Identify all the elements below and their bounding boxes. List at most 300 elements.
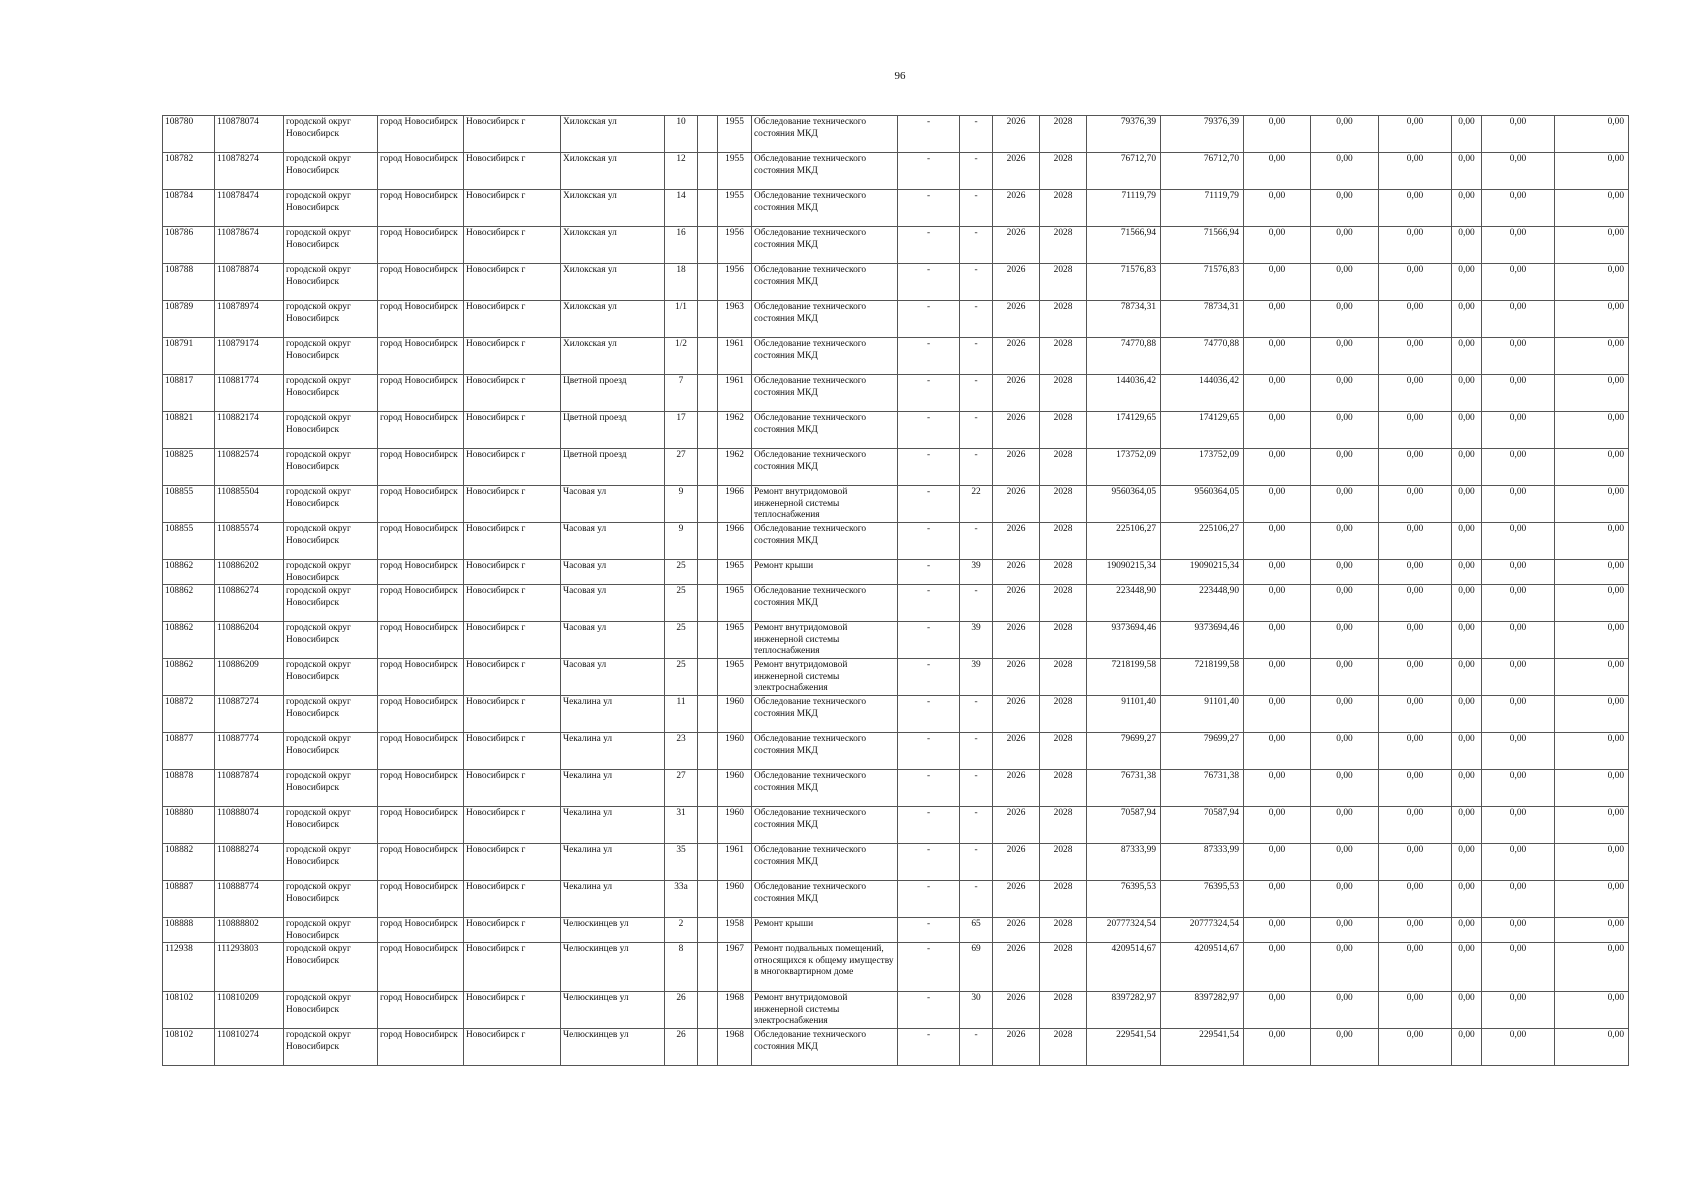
cell-empty xyxy=(698,992,718,1029)
table-row xyxy=(163,696,1629,733)
cell-city: город Новосибирск xyxy=(378,1029,464,1066)
cell-id: 108102 xyxy=(163,992,215,1029)
cell-year: 1966 xyxy=(718,486,752,523)
table-row xyxy=(163,449,1629,486)
cell-v4: 0,00 xyxy=(1452,190,1482,227)
cell-empty xyxy=(698,190,718,227)
cell-v5: 0,00 xyxy=(1482,1029,1555,1066)
cell-d2: - xyxy=(960,1029,993,1066)
cell-cost: 79699,27 xyxy=(1087,733,1161,770)
cell-d2: - xyxy=(960,227,993,264)
cell-v6: 0,00 xyxy=(1555,770,1629,807)
cell-work: Ремонт внутридомовой инженерной системы электроснабжения xyxy=(752,992,898,1029)
cell-v2: 0,00 xyxy=(1311,486,1379,523)
cell-cost: 79376,39 xyxy=(1087,116,1161,153)
cell-empty xyxy=(698,807,718,844)
cell-end: 2028 xyxy=(1040,918,1087,943)
cell-year: 1965 xyxy=(718,622,752,659)
cell-v1: 0,00 xyxy=(1244,1029,1311,1066)
cell-house: 33а xyxy=(665,881,698,918)
cell-d2: - xyxy=(960,523,993,560)
table-row xyxy=(163,412,1629,449)
cell-v3: 0,00 xyxy=(1379,449,1452,486)
cell-v1: 0,00 xyxy=(1244,622,1311,659)
cell-year: 1967 xyxy=(718,943,752,992)
cell-okrug: городской округ Новосибирск xyxy=(284,770,378,807)
cell-work: Обследование технического состояния МКД xyxy=(752,116,898,153)
cell-cost: 87333,99 xyxy=(1087,844,1161,881)
cell-end: 2028 xyxy=(1040,264,1087,301)
cell-year: 1962 xyxy=(718,449,752,486)
cell-start: 2026 xyxy=(993,301,1040,338)
cell-d1: - xyxy=(898,375,960,412)
cell-code: 110885504 xyxy=(215,486,284,523)
cell-v5: 0,00 xyxy=(1482,449,1555,486)
cell-street: Чекалина ул xyxy=(561,881,665,918)
cell-d2: - xyxy=(960,190,993,227)
cell-work: Обследование технического состояния МКД xyxy=(752,264,898,301)
cell-end: 2028 xyxy=(1040,992,1087,1029)
cell-okrug: городской округ Новосибирск xyxy=(284,918,378,943)
cell-start: 2026 xyxy=(993,116,1040,153)
cell-v6: 0,00 xyxy=(1555,560,1629,585)
cell-start: 2026 xyxy=(993,807,1040,844)
cell-v4: 0,00 xyxy=(1452,622,1482,659)
cell-city: город Новосибирск xyxy=(378,696,464,733)
cell-v6: 0,00 xyxy=(1555,375,1629,412)
cell-total: 71119,79 xyxy=(1161,190,1244,227)
cell-house: 27 xyxy=(665,770,698,807)
cell-empty xyxy=(698,1029,718,1066)
cell-v4: 0,00 xyxy=(1452,992,1482,1029)
cell-house: 25 xyxy=(665,585,698,622)
cell-locality: Новосибирск г xyxy=(464,264,561,301)
cell-work: Обследование технического состояния МКД xyxy=(752,449,898,486)
cell-start: 2026 xyxy=(993,190,1040,227)
cell-v4: 0,00 xyxy=(1452,770,1482,807)
cell-v6: 0,00 xyxy=(1555,190,1629,227)
cell-empty xyxy=(698,844,718,881)
cell-work: Обследование технического состояния МКД xyxy=(752,881,898,918)
cell-code: 110878974 xyxy=(215,301,284,338)
cell-locality: Новосибирск г xyxy=(464,659,561,696)
cell-empty xyxy=(698,227,718,264)
cell-v1: 0,00 xyxy=(1244,338,1311,375)
cell-city: город Новосибирск xyxy=(378,992,464,1029)
cell-v5: 0,00 xyxy=(1482,301,1555,338)
cell-v1: 0,00 xyxy=(1244,943,1311,992)
cell-v4: 0,00 xyxy=(1452,881,1482,918)
cell-id: 108821 xyxy=(163,412,215,449)
cell-d2: 65 xyxy=(960,918,993,943)
cell-work: Обследование технического состояния МКД xyxy=(752,227,898,264)
cell-d1: - xyxy=(898,153,960,190)
cell-v4: 0,00 xyxy=(1452,375,1482,412)
cell-city: город Новосибирск xyxy=(378,918,464,943)
cell-total: 8397282,97 xyxy=(1161,992,1244,1029)
cell-v4: 0,00 xyxy=(1452,523,1482,560)
cell-code: 110878274 xyxy=(215,153,284,190)
cell-work: Ремонт внутридомовой инженерной системы теплоснабжения xyxy=(752,622,898,659)
cell-v3: 0,00 xyxy=(1379,523,1452,560)
cell-street: Хилокская ул xyxy=(561,116,665,153)
cell-locality: Новосибирск г xyxy=(464,523,561,560)
table-row xyxy=(163,560,1629,585)
cell-code: 110881774 xyxy=(215,375,284,412)
cell-total: 19090215,34 xyxy=(1161,560,1244,585)
cell-total: 173752,09 xyxy=(1161,449,1244,486)
cell-v6: 0,00 xyxy=(1555,264,1629,301)
cell-year: 1960 xyxy=(718,881,752,918)
cell-locality: Новосибирск г xyxy=(464,770,561,807)
cell-street: Чекалина ул xyxy=(561,696,665,733)
cell-d2: 69 xyxy=(960,943,993,992)
cell-start: 2026 xyxy=(993,375,1040,412)
cell-v1: 0,00 xyxy=(1244,227,1311,264)
cell-id: 108882 xyxy=(163,844,215,881)
cell-cost: 9373694,46 xyxy=(1087,622,1161,659)
cell-cost: 8397282,97 xyxy=(1087,992,1161,1029)
cell-v2: 0,00 xyxy=(1311,844,1379,881)
cell-cost: 71119,79 xyxy=(1087,190,1161,227)
cell-code: 110886209 xyxy=(215,659,284,696)
cell-end: 2028 xyxy=(1040,844,1087,881)
cell-v4: 0,00 xyxy=(1452,486,1482,523)
cell-id: 108780 xyxy=(163,116,215,153)
cell-v5: 0,00 xyxy=(1482,560,1555,585)
cell-house: 27 xyxy=(665,449,698,486)
cell-v1: 0,00 xyxy=(1244,486,1311,523)
cell-v6: 0,00 xyxy=(1555,807,1629,844)
cell-street: Цветной проезд xyxy=(561,412,665,449)
cell-start: 2026 xyxy=(993,449,1040,486)
cell-code: 110878674 xyxy=(215,227,284,264)
cell-total: 225106,27 xyxy=(1161,523,1244,560)
cell-d1: - xyxy=(898,1029,960,1066)
cell-v6: 0,00 xyxy=(1555,733,1629,770)
cell-d1: - xyxy=(898,264,960,301)
cell-code: 110885574 xyxy=(215,523,284,560)
cell-v3: 0,00 xyxy=(1379,560,1452,585)
cell-house: 17 xyxy=(665,412,698,449)
cell-year: 1965 xyxy=(718,585,752,622)
cell-street: Цветной проезд xyxy=(561,375,665,412)
cell-city: город Новосибирск xyxy=(378,770,464,807)
cell-cost: 71576,83 xyxy=(1087,264,1161,301)
cell-street: Часовая ул xyxy=(561,659,665,696)
cell-v1: 0,00 xyxy=(1244,918,1311,943)
cell-city: город Новосибирск xyxy=(378,412,464,449)
cell-v1: 0,00 xyxy=(1244,412,1311,449)
table-row xyxy=(163,844,1629,881)
cell-start: 2026 xyxy=(993,523,1040,560)
cell-v6: 0,00 xyxy=(1555,1029,1629,1066)
cell-street: Челюскинцев ул xyxy=(561,992,665,1029)
cell-start: 2026 xyxy=(993,659,1040,696)
cell-code: 110882574 xyxy=(215,449,284,486)
cell-okrug: городской округ Новосибирск xyxy=(284,560,378,585)
cell-total: 78734,31 xyxy=(1161,301,1244,338)
cell-v3: 0,00 xyxy=(1379,227,1452,264)
cell-end: 2028 xyxy=(1040,227,1087,264)
cell-empty xyxy=(698,696,718,733)
cell-end: 2028 xyxy=(1040,523,1087,560)
cell-cost: 173752,09 xyxy=(1087,449,1161,486)
cell-id: 108880 xyxy=(163,807,215,844)
cell-empty xyxy=(698,301,718,338)
cell-v6: 0,00 xyxy=(1555,449,1629,486)
cell-code: 110887874 xyxy=(215,770,284,807)
cell-house: 2 xyxy=(665,918,698,943)
cell-code: 110887774 xyxy=(215,733,284,770)
cell-okrug: городской округ Новосибирск xyxy=(284,992,378,1029)
cell-okrug: городской округ Новосибирск xyxy=(284,659,378,696)
cell-v3: 0,00 xyxy=(1379,992,1452,1029)
table-row xyxy=(163,733,1629,770)
cell-v5: 0,00 xyxy=(1482,881,1555,918)
cell-v6: 0,00 xyxy=(1555,523,1629,560)
cell-cost: 144036,42 xyxy=(1087,375,1161,412)
cell-okrug: городской округ Новосибирск xyxy=(284,116,378,153)
cell-street: Часовая ул xyxy=(561,523,665,560)
cell-end: 2028 xyxy=(1040,807,1087,844)
cell-v5: 0,00 xyxy=(1482,523,1555,560)
cell-locality: Новосибирск г xyxy=(464,844,561,881)
cell-v6: 0,00 xyxy=(1555,412,1629,449)
cell-v4: 0,00 xyxy=(1452,560,1482,585)
cell-city: город Новосибирск xyxy=(378,523,464,560)
cell-v3: 0,00 xyxy=(1379,943,1452,992)
cell-code: 110887274 xyxy=(215,696,284,733)
cell-year: 1960 xyxy=(718,807,752,844)
cell-total: 229541,54 xyxy=(1161,1029,1244,1066)
cell-locality: Новосибирск г xyxy=(464,375,561,412)
cell-locality: Новосибирск г xyxy=(464,560,561,585)
table-row xyxy=(163,943,1629,992)
cell-d1: - xyxy=(898,560,960,585)
cell-v3: 0,00 xyxy=(1379,375,1452,412)
cell-v5: 0,00 xyxy=(1482,375,1555,412)
cell-id: 108862 xyxy=(163,659,215,696)
cell-v1: 0,00 xyxy=(1244,116,1311,153)
cell-start: 2026 xyxy=(993,733,1040,770)
cell-okrug: городской округ Новосибирск xyxy=(284,190,378,227)
cell-year: 1960 xyxy=(718,770,752,807)
cell-empty xyxy=(698,449,718,486)
cell-work: Обследование технического состояния МКД xyxy=(752,1029,898,1066)
cell-work: Обследование технического состояния МКД xyxy=(752,807,898,844)
cell-v2: 0,00 xyxy=(1311,449,1379,486)
cell-okrug: городской округ Новосибирск xyxy=(284,301,378,338)
cell-v4: 0,00 xyxy=(1452,116,1482,153)
cell-v5: 0,00 xyxy=(1482,153,1555,190)
cell-d1: - xyxy=(898,943,960,992)
cell-v3: 0,00 xyxy=(1379,807,1452,844)
cell-code: 110810209 xyxy=(215,992,284,1029)
cell-house: 16 xyxy=(665,227,698,264)
cell-v3: 0,00 xyxy=(1379,301,1452,338)
cell-total: 76395,53 xyxy=(1161,881,1244,918)
cell-year: 1956 xyxy=(718,227,752,264)
cell-v4: 0,00 xyxy=(1452,918,1482,943)
cell-empty xyxy=(698,733,718,770)
cell-d2: - xyxy=(960,696,993,733)
cell-city: город Новосибирск xyxy=(378,622,464,659)
cell-year: 1962 xyxy=(718,412,752,449)
cell-v5: 0,00 xyxy=(1482,943,1555,992)
cell-locality: Новосибирск г xyxy=(464,622,561,659)
cell-work: Обследование технического состояния МКД xyxy=(752,190,898,227)
cell-v6: 0,00 xyxy=(1555,918,1629,943)
cell-v1: 0,00 xyxy=(1244,992,1311,1029)
cell-start: 2026 xyxy=(993,918,1040,943)
cell-city: город Новосибирск xyxy=(378,844,464,881)
cell-street: Хилокская ул xyxy=(561,338,665,375)
cell-v6: 0,00 xyxy=(1555,301,1629,338)
cell-work: Обследование технического состояния МКД xyxy=(752,523,898,560)
cell-v4: 0,00 xyxy=(1452,449,1482,486)
cell-code: 110888074 xyxy=(215,807,284,844)
cell-v4: 0,00 xyxy=(1452,264,1482,301)
cell-end: 2028 xyxy=(1040,1029,1087,1066)
page-number: 96 xyxy=(894,70,906,82)
cell-end: 2028 xyxy=(1040,696,1087,733)
cell-okrug: городской округ Новосибирск xyxy=(284,844,378,881)
table-row xyxy=(163,227,1629,264)
cell-year: 1955 xyxy=(718,116,752,153)
cell-id: 108791 xyxy=(163,338,215,375)
cell-id: 108817 xyxy=(163,375,215,412)
table-row xyxy=(163,523,1629,560)
cell-d1: - xyxy=(898,523,960,560)
cell-v1: 0,00 xyxy=(1244,560,1311,585)
cell-id: 108786 xyxy=(163,227,215,264)
cell-v4: 0,00 xyxy=(1452,844,1482,881)
cell-house: 10 xyxy=(665,116,698,153)
cell-empty xyxy=(698,264,718,301)
cell-locality: Новосибирск г xyxy=(464,585,561,622)
cell-v5: 0,00 xyxy=(1482,585,1555,622)
cell-okrug: городской округ Новосибирск xyxy=(284,412,378,449)
cell-locality: Новосибирск г xyxy=(464,918,561,943)
cell-street: Челюскинцев ул xyxy=(561,943,665,992)
cell-d2: 30 xyxy=(960,992,993,1029)
cell-work: Обследование технического состояния МКД xyxy=(752,375,898,412)
cell-year: 1966 xyxy=(718,523,752,560)
cell-locality: Новосибирск г xyxy=(464,733,561,770)
cell-d2: - xyxy=(960,264,993,301)
cell-house: 9 xyxy=(665,523,698,560)
cell-v4: 0,00 xyxy=(1452,733,1482,770)
cell-id: 108855 xyxy=(163,486,215,523)
cell-house: 12 xyxy=(665,153,698,190)
table-row xyxy=(163,807,1629,844)
cell-work: Обследование технического состояния МКД xyxy=(752,338,898,375)
cell-d1: - xyxy=(898,844,960,881)
cell-total: 9373694,46 xyxy=(1161,622,1244,659)
cell-d1: - xyxy=(898,918,960,943)
cell-cost: 9560364,05 xyxy=(1087,486,1161,523)
cell-city: город Новосибирск xyxy=(378,733,464,770)
cell-okrug: городской округ Новосибирск xyxy=(284,585,378,622)
cell-year: 1956 xyxy=(718,264,752,301)
cell-total: 4209514,67 xyxy=(1161,943,1244,992)
table-body xyxy=(163,116,1629,1066)
cell-v2: 0,00 xyxy=(1311,523,1379,560)
cell-v4: 0,00 xyxy=(1452,412,1482,449)
table-row xyxy=(163,153,1629,190)
cell-okrug: городской округ Новосибирск xyxy=(284,449,378,486)
cell-v1: 0,00 xyxy=(1244,881,1311,918)
table-row xyxy=(163,486,1629,523)
cell-d2: - xyxy=(960,585,993,622)
cell-v6: 0,00 xyxy=(1555,992,1629,1029)
cell-id: 108887 xyxy=(163,881,215,918)
cell-empty xyxy=(698,585,718,622)
cell-v1: 0,00 xyxy=(1244,770,1311,807)
cell-locality: Новосибирск г xyxy=(464,190,561,227)
cell-cost: 225106,27 xyxy=(1087,523,1161,560)
cell-id: 108784 xyxy=(163,190,215,227)
cell-id: 108877 xyxy=(163,733,215,770)
cell-v2: 0,00 xyxy=(1311,227,1379,264)
cell-okrug: городской округ Новосибирск xyxy=(284,227,378,264)
cell-street: Чекалина ул xyxy=(561,733,665,770)
cell-cost: 76395,53 xyxy=(1087,881,1161,918)
cell-locality: Новосибирск г xyxy=(464,943,561,992)
cell-empty xyxy=(698,375,718,412)
cell-okrug: городской округ Новосибирск xyxy=(284,1029,378,1066)
cell-code: 110886202 xyxy=(215,560,284,585)
table-row xyxy=(163,918,1629,943)
cell-d2: - xyxy=(960,116,993,153)
cell-start: 2026 xyxy=(993,622,1040,659)
cell-v2: 0,00 xyxy=(1311,622,1379,659)
cell-total: 223448,90 xyxy=(1161,585,1244,622)
cell-id: 108878 xyxy=(163,770,215,807)
cell-v5: 0,00 xyxy=(1482,992,1555,1029)
cell-street: Чекалина ул xyxy=(561,770,665,807)
cell-v2: 0,00 xyxy=(1311,153,1379,190)
cell-okrug: городской округ Новосибирск xyxy=(284,375,378,412)
cell-total: 74770,88 xyxy=(1161,338,1244,375)
cell-empty xyxy=(698,523,718,560)
cell-year: 1960 xyxy=(718,733,752,770)
cell-house: 35 xyxy=(665,844,698,881)
cell-v1: 0,00 xyxy=(1244,190,1311,227)
cell-start: 2026 xyxy=(993,844,1040,881)
cell-v1: 0,00 xyxy=(1244,449,1311,486)
table-row xyxy=(163,585,1629,622)
cell-work: Ремонт внутридомовой инженерной системы электроснабжения xyxy=(752,659,898,696)
table-row xyxy=(163,881,1629,918)
table-row xyxy=(163,301,1629,338)
cell-v6: 0,00 xyxy=(1555,881,1629,918)
cell-v4: 0,00 xyxy=(1452,227,1482,264)
cell-house: 14 xyxy=(665,190,698,227)
cell-okrug: городской округ Новосибирск xyxy=(284,943,378,992)
cell-cost: 76731,38 xyxy=(1087,770,1161,807)
cell-end: 2028 xyxy=(1040,375,1087,412)
cell-okrug: городской округ Новосибирск xyxy=(284,733,378,770)
cell-okrug: городской округ Новосибирск xyxy=(284,523,378,560)
cell-start: 2026 xyxy=(993,585,1040,622)
cell-end: 2028 xyxy=(1040,338,1087,375)
cell-v6: 0,00 xyxy=(1555,943,1629,992)
cell-v4: 0,00 xyxy=(1452,153,1482,190)
cell-total: 91101,40 xyxy=(1161,696,1244,733)
cell-city: город Новосибирск xyxy=(378,659,464,696)
